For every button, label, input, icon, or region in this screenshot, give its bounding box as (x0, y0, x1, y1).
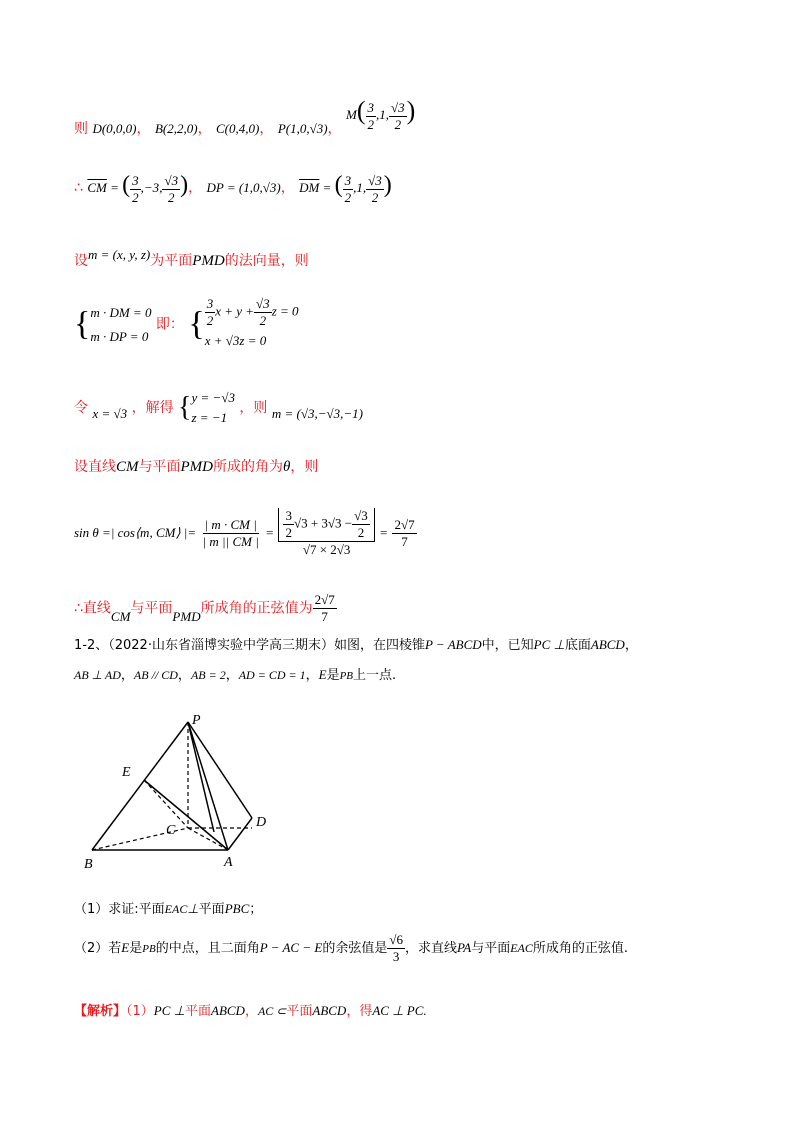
question-1 (74, 898, 262, 917)
solution-tag: 【解析】 (74, 1004, 127, 1019)
system-line (74, 296, 299, 353)
text: 设直线 (74, 459, 116, 475)
text: ，求直线 (404, 941, 457, 956)
den: √7 × 2√3 (302, 542, 351, 557)
text: 平面 (286, 1004, 313, 1019)
text: ，解得 (131, 400, 174, 416)
eq (205, 296, 299, 329)
therefore: ∴ (74, 180, 83, 196)
math: PC ⊥ (153, 1003, 185, 1018)
lhs: sin θ =| cos⟨m, CM⟩ |= (74, 525, 197, 540)
result-line (74, 592, 337, 625)
num: √3 (164, 172, 179, 188)
plane: PMD (192, 253, 225, 269)
text: 的余弦值是 (322, 941, 388, 956)
num: 2√7 (314, 592, 335, 607)
eq: m · DM = 0 (90, 304, 152, 320)
num (278, 508, 374, 542)
text: 所成角的正弦值. (532, 941, 629, 956)
text: ， (244, 1004, 258, 1019)
brace: { (178, 392, 192, 423)
den: 2 (357, 525, 365, 540)
label-d: D (256, 815, 267, 830)
den: 3 (392, 949, 400, 964)
math: PBC (224, 901, 250, 916)
text: 若 (108, 941, 122, 956)
sep: ， (197, 121, 212, 137)
coordinates-line (74, 96, 416, 147)
math: EAC (164, 902, 188, 916)
text: 令 (74, 400, 88, 416)
part: x + y + (215, 303, 255, 319)
num: 3 (206, 296, 214, 311)
text: 是 (129, 941, 143, 956)
math: ABCD (312, 1003, 347, 1018)
sys-right (205, 296, 299, 353)
text: 中，已知 (481, 638, 534, 653)
cm: $\overline{CM}$ (87, 180, 107, 195)
sep: ， (280, 180, 295, 196)
sep: ， (136, 121, 151, 137)
eq: y = −√3 (191, 390, 235, 405)
eq: m · DP = 0 (90, 328, 149, 344)
text: ， (120, 668, 134, 683)
vector-dp: DP = (1,0,√3) (206, 180, 281, 195)
math: P − ABCD (424, 637, 482, 652)
text: ∴直线 (74, 600, 111, 617)
problem-line-2 (74, 664, 396, 683)
math: AD = CD = 1 (238, 668, 306, 682)
pyramid-figure (80, 710, 280, 875)
math: PA (456, 940, 472, 955)
frac (366, 100, 377, 133)
den: 2 (206, 313, 214, 328)
m-val: m = (√3,−√3,−1) (271, 406, 363, 421)
frac (313, 592, 337, 625)
den: 2 (367, 116, 375, 132)
math: E (121, 940, 130, 955)
label-p: P (192, 713, 201, 728)
edge-pd (188, 722, 252, 818)
num: √3 (354, 508, 368, 523)
problem-source: （2022·山东省淄博实验中学高三期末） (108, 638, 334, 653)
label-a: A (224, 855, 233, 870)
question-2 (74, 932, 628, 965)
text: 与平面 (130, 600, 173, 617)
num: 3 (344, 172, 352, 188)
text: ，则 (239, 400, 268, 416)
num: 2√7 (394, 516, 415, 532)
text: ， (225, 668, 239, 683)
problem-number: 1-2、 (74, 638, 109, 653)
text: 所成角的正弦值为 (200, 600, 313, 617)
text: ， (624, 638, 638, 653)
text: . (423, 1003, 427, 1018)
math: AC ⊥ PC (372, 1003, 424, 1018)
plane: PMD (180, 459, 213, 475)
text: ，得 (346, 1004, 373, 1019)
frac (366, 173, 384, 206)
label: （1） (126, 1004, 154, 1019)
cm: CM (110, 608, 131, 624)
num: 3 (367, 99, 375, 115)
math: P − AC − E (259, 940, 323, 955)
frac (130, 173, 141, 206)
plane: PMD (172, 608, 201, 624)
val: 1 (379, 107, 386, 122)
num: | m · CM | (204, 516, 257, 532)
text: ， (305, 668, 319, 683)
brace: { (74, 305, 91, 343)
eq: = (265, 525, 274, 540)
den: 2 (168, 189, 175, 205)
text: 即： (155, 316, 184, 333)
den: 2 (371, 189, 379, 205)
vector-dm: $\overline{DM}$ = ( $\frac{3}{2}$ ,1, $\frac{√3}{2}$ ) (299, 172, 392, 205)
text: 的法向量，则 (224, 253, 309, 269)
angle-line (74, 456, 318, 476)
vectors-line (74, 172, 392, 206)
math: PB (339, 670, 354, 682)
cm: CM (116, 459, 139, 475)
label: （1） (74, 902, 109, 917)
den: 2 (132, 189, 139, 205)
point-p: P(1,0,√3) (277, 121, 328, 136)
point-c: C(0,4,0) (216, 121, 260, 136)
edge-pa (188, 722, 228, 850)
problem-line-1 (74, 634, 638, 653)
text: 与平面 (471, 941, 511, 956)
frac (352, 508, 370, 541)
text: ， (177, 668, 191, 683)
val: −3 (143, 180, 160, 195)
frac (392, 517, 416, 550)
point-b: B(2,2,0) (154, 121, 198, 136)
eq: x + √3z = 0 (204, 333, 267, 348)
math: E (318, 667, 327, 682)
label: （2） (74, 941, 109, 956)
text: 底面 (564, 638, 591, 653)
frac (205, 296, 216, 329)
theta: θ (283, 459, 291, 475)
edge-ad (228, 818, 252, 850)
vector-cm: $\overline{CM}$ = ( $\frac{3}{2}$ ,−3, $\frac{√3}{2}$ ) (87, 172, 189, 205)
solve-line (74, 388, 363, 428)
point-m: M( $\frac{3}{2}$ ,1, $\frac{√3}{2}$ ) (346, 96, 416, 132)
part: √3 + 3√3 − (293, 515, 353, 531)
ze-text: 则 (74, 121, 88, 137)
edge-pa-inner (188, 722, 214, 832)
math: AC ⊂ (257, 1004, 287, 1018)
text: 设 (74, 253, 88, 269)
brace: { (188, 305, 205, 343)
frac (201, 517, 261, 550)
text: ，则 (290, 459, 319, 475)
text: ； (249, 902, 263, 917)
frac (254, 296, 272, 329)
frac (343, 173, 354, 206)
text: 为平面 (150, 253, 193, 269)
normal-vector-line (74, 247, 309, 270)
math: AB // CD (133, 668, 178, 682)
frac (278, 508, 374, 558)
frac (387, 932, 405, 965)
math: AB ⊥ AD (74, 668, 121, 682)
label-b: B (84, 857, 93, 872)
den: 7 (401, 533, 408, 549)
frac (283, 508, 294, 541)
text: 是 (326, 668, 340, 683)
num: 3 (285, 508, 292, 523)
eq: = (379, 525, 389, 540)
m-label: M (346, 107, 357, 122)
den: 2 (259, 313, 267, 328)
text: 平面 (184, 1004, 211, 1019)
frac (389, 100, 407, 133)
den: 2 (285, 525, 292, 540)
solution-line (74, 1000, 427, 1019)
point-d: D(0,0,0) (92, 121, 137, 136)
sep: ， (259, 121, 274, 137)
sep: ， (188, 180, 203, 196)
eq: z = −1 (191, 410, 228, 425)
text: 与平面 (138, 459, 181, 475)
den: 7 (321, 609, 328, 624)
text: 如图，在四棱锥 (333, 638, 425, 653)
sine-line (74, 508, 417, 558)
edge-ea (144, 780, 228, 850)
math: ⊥ (187, 901, 199, 916)
text: 所成的角为 (213, 459, 283, 475)
text: 平面 (198, 902, 225, 917)
text: 的中点，且二面角 (155, 941, 260, 956)
math: EAC (510, 941, 533, 955)
edge-ec (144, 780, 188, 828)
dm: $\overline{DM}$ (299, 180, 320, 195)
math: PC ⊥ (533, 637, 565, 652)
sys (192, 388, 235, 428)
num: 3 (132, 172, 139, 188)
den: 2 (344, 189, 352, 205)
val: 1 (356, 180, 363, 195)
part: z = 0 (271, 303, 299, 319)
num: √3 (368, 172, 382, 188)
num: √3 (256, 296, 270, 311)
math: AB = 2 (190, 668, 226, 682)
num: √6 (389, 932, 403, 947)
frac (162, 173, 180, 206)
den: 2 (394, 116, 402, 132)
sep: ， (327, 121, 342, 137)
math: PB (142, 943, 156, 955)
text: 上一点. (353, 668, 397, 683)
label-e: E (122, 765, 131, 780)
x-val: x = √3 (92, 406, 128, 421)
math: ABCD (211, 1003, 245, 1018)
label-c: C (166, 823, 176, 838)
sys-left (90, 301, 151, 349)
m-def: m = (x, y, z) (88, 247, 151, 262)
num: √3 (391, 99, 405, 115)
text: 求证:平面 (108, 902, 165, 917)
den: | m || CM | (202, 533, 259, 549)
math: ABCD (590, 637, 625, 652)
